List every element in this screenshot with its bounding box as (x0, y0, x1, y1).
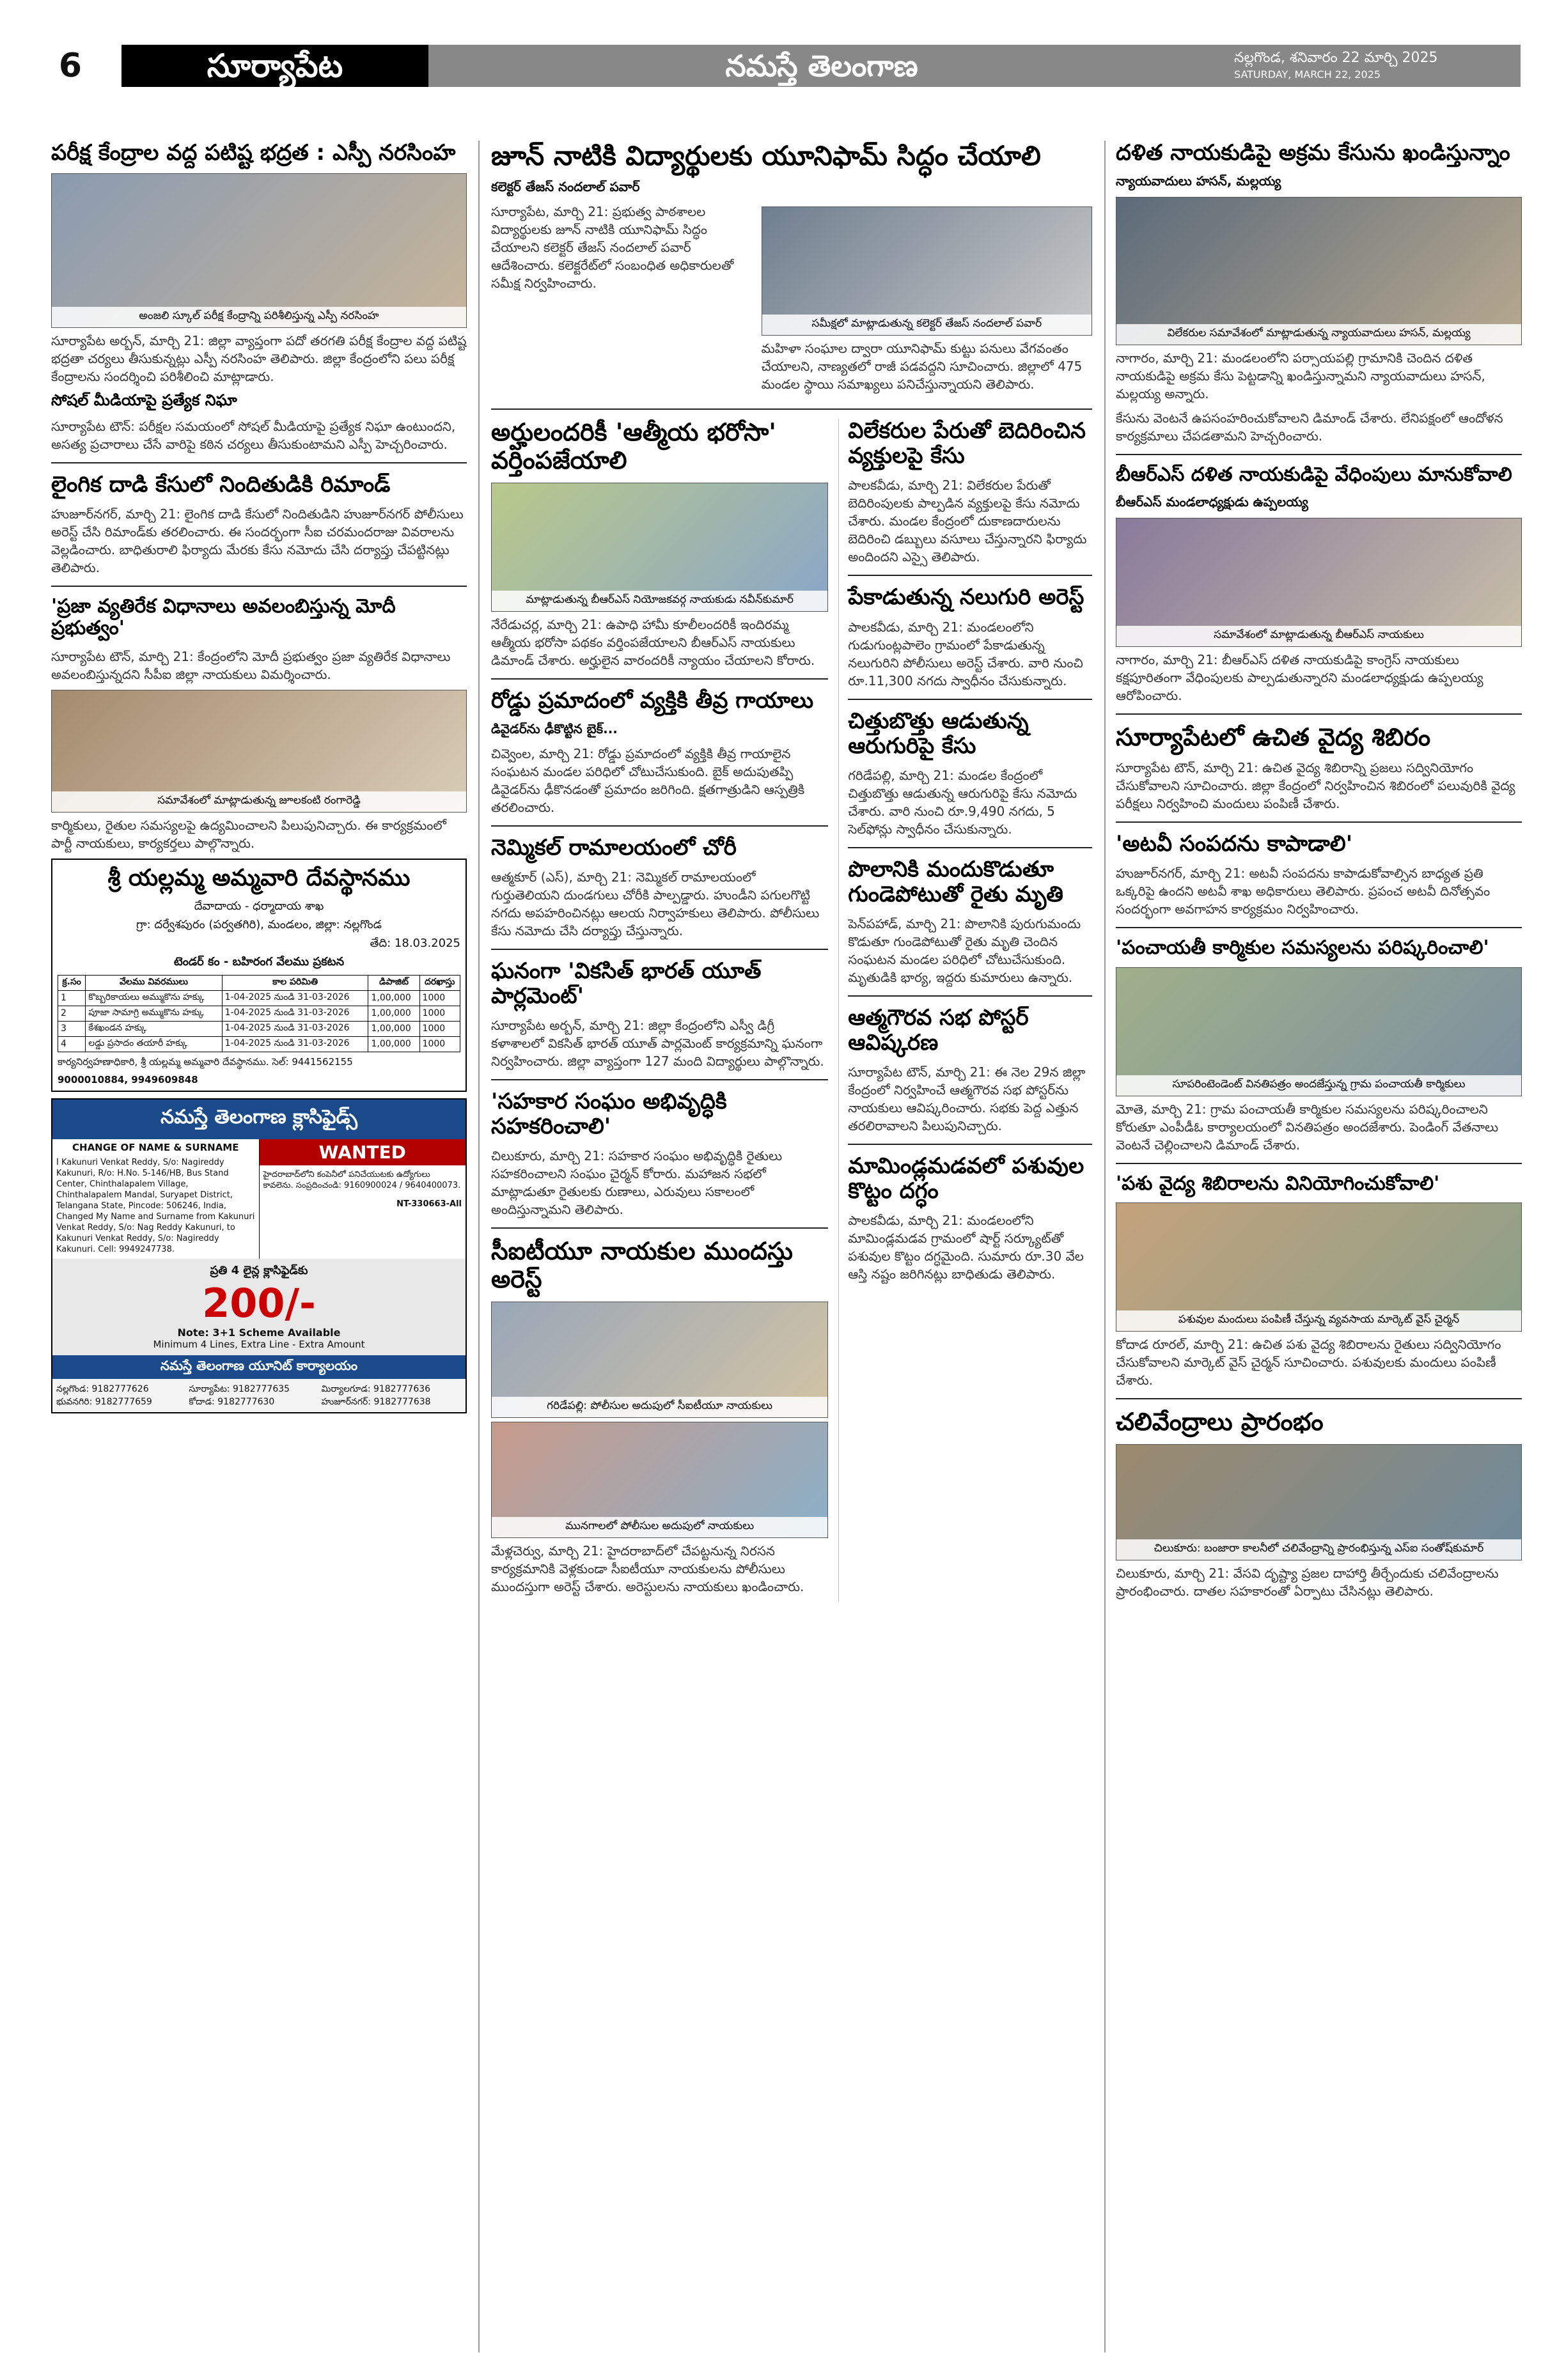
table-cell: పూజా సామాగ్రి అమ్ముకొను హక్కు (86, 1006, 222, 1021)
table-cell: 3 (58, 1021, 86, 1036)
divider (848, 1144, 1092, 1145)
article-body: కోదాడ రూరల్, మార్చి 21: ఉచిత పశు వైద్య శిబిరాలను రైతులు సద్వినియోగం చేసుకోవాలని మార్కెట్ వైస్ చైర్మన్ సూచించారు. పశువులకు మందులు పంపిణీ చేశారు. (1116, 1337, 1501, 1388)
divider (1116, 713, 1522, 715)
news-photo (1116, 518, 1522, 647)
masthead (38, 45, 1521, 87)
news-photo (762, 206, 1092, 336)
headline: 'ప్రజా వ్యతిరేక విధానాలు అవలంబిస్తున్న మోదీ ప్రభుత్వం' (51, 595, 396, 640)
table-cell: 2 (58, 1006, 86, 1021)
photo-caption: మాట్లాడుతున్న బీఆర్‌ఎస్ నియోజకవర్గ నాయకుడు నవీన్‌కుమార్ (492, 591, 827, 611)
article-body: హుజూర్‌నగర్, మార్చి 21: లైంగిక దాడి కేసులో నిందితుడిని హుజూర్‌నగర్ పోలీసులు అరెస్ట్ చేసి రిమాండ్‌కు తరలించారు. ఈ సందర్భంగా సీఐ చరమందరాజు వివరాలను వెల్లడించారు. బాధితురాలి ఫిర్యాదు మేరకు కేసు నమోదు చేసి దర్యాప్తు చేపట్టినట్లు తెలిపారు. (51, 506, 464, 575)
news-photo (51, 173, 467, 328)
table-cell: 1-04-2025 నుండి 31-03-2026 (222, 1006, 368, 1021)
headline: రోడ్డు ప్రమాదంలో వ్యక్తికి తీవ్ర గాయాలు (491, 687, 814, 713)
headline: నెమ్మికల్ రామాలయంలో చోరీ (491, 834, 737, 860)
article-body: పెన్‌పహాడ్, మార్చి 21: పొలానికి పురుగుమందు కొడుతూ గుండెపోటుతో రైతు మృతి చెందిన సంఘటన మండల పరిధిలో చోటుచేసుకుంది. మృతుడికి భార్య, ఇద్దరు కుమారులు ఉన్నారు. (848, 915, 1081, 985)
contact-list (52, 1379, 466, 1412)
headline: 'అటవీ సంపదను కాపాడాలి' (1116, 831, 1353, 857)
photo-caption: సమీక్షలో మాట్లాడుతున్న కలెక్టర్ తేజస్ నందలాల్ పవార్ (762, 315, 1091, 335)
photo-caption: చిలుకూరు: బంజారా కాలనీలో చలివేంద్రాన్ని ప్రారంభిస్తున్న ఎస్ఐ సంతోష్‌కుమార్ (1116, 1539, 1521, 1560)
article-body: చిలుకూరు, మార్చి 21: వేసవి దృష్ట్యా ప్రజల దాహార్తి తీర్చేందుకు చలివేంద్రాలను ప్రారంభించారు. దాతల సహకారంతో ఏర్పాటు చేసినట్లు తెలిపారు. (1116, 1566, 1499, 1599)
headline: పేకాడుతున్న నలుగురి అరెస్ట్ (848, 584, 1084, 611)
photo-caption: పశువుల మందులు పంపిణీ చేస్తున్న వ్యవసాయ మార్కెట్ వైస్ చైర్మన్ (1116, 1311, 1521, 1331)
divider (1116, 454, 1522, 455)
ad-phone: 9000010884, 9949609848 (58, 1073, 198, 1085)
ad-notice: టెండర్ కం - బహిరంగ వేలము ప్రకటన (173, 954, 345, 968)
ad-footer: కార్యనిర్వహణాధికారి, శ్రీ యల్లమ్మ అమ్మవారి దేవస్థానము. సెల్: 9441562155 (58, 1055, 353, 1068)
table-cell: 1,00,000 (368, 1021, 419, 1036)
price-note: Note: 3+1 Scheme Available (177, 1326, 341, 1339)
table-cell: 1-04-2025 నుండి 31-03-2026 (222, 1036, 368, 1052)
ad-subtitle: దేవాదాయ - ధర్మాదాయ శాఖ (194, 899, 324, 913)
table-cell: 1,00,000 (368, 1006, 419, 1021)
divider (848, 575, 1092, 576)
minimum-lines: Minimum 4 Lines, Extra Line - Extra Amount (153, 1338, 365, 1350)
article-body: చిలుకూరు, మార్చి 21: సహకార సంఘం అభివృద్ధికి రైతులు సహకరించాలని సంఘం చైర్మన్ కోరారు. మహాజన సభలో మాట్లాడుతూ రైతులకు రుణాలు, ఎరువులు సకాలంలో అందిస్తున్నామని తెలిపారు. (491, 1148, 783, 1218)
table-header: క్ర.సం (58, 975, 86, 990)
tender-table (58, 975, 460, 1052)
headline: ఆత్మగౌరవ సభ పోస్టర్ ఆవిష్కరణ (848, 1004, 1029, 1056)
column-separator (478, 141, 480, 2353)
table-header: దరఖాస్తు (419, 975, 460, 990)
ad-date: తేది: 18.03.2025 (370, 936, 460, 950)
ad-title: శ్రీ యల్లమ్మ అమ్మవారి దేవస్థానము (107, 864, 411, 891)
table-cell: 1,00,000 (368, 1036, 419, 1052)
headline: చలివేంద్రాలు ప్రారంభం (1116, 1408, 1324, 1436)
divider (51, 462, 467, 463)
name-change-title: CHANGE OF NAME & SURNAME (72, 1141, 239, 1153)
headline: సీఐటీయూ నాయకుల ముందస్తు అరెస్ట్ (491, 1237, 793, 1293)
subheadline: డివైడర్‌ను ఢీకొట్టిన బైక్... (491, 720, 618, 736)
table-cell: 1000 (419, 1036, 460, 1052)
contact-item: సూర్యాపేట: 9182777635 (189, 1383, 290, 1394)
photo-caption: గరిడేపల్లి: పోలీసుల అదుపులో సీఐటీయూ నాయకులు (492, 1397, 827, 1417)
table-row (58, 1036, 460, 1052)
table-cell: 1000 (419, 1021, 460, 1036)
photo-caption: అంజలి స్కూల్ పరీక్ష కేంద్రాన్ని పరిశీలిస్తున్న ఎస్పీ నరసింహ (52, 307, 466, 327)
article-body: పాలకవీడు, మార్చి 21: విలేకరుల పేరుతో బెదిరింపులకు పాల్పడిన వ్యక్తులపై కేసు నమోదు చేశారు. మండల కేంద్రంలో దుకాణదారులను బెదిరించి డబ్బులు వసూలు చేస్తున్నారని ఫిర్యాదు అందిందని ఎస్సై తెలిపారు. (848, 478, 1087, 565)
article-body: మహిళా సంఘాల ద్వారా యూనిఫామ్ కుట్టు పనులు వేగవంతం చేయాలని, నాణ్యతలో రాజీ పడవద్దని సూచించారు. జిల్లాలో 475 మండల స్థాయి సమాఖ్యలు పనిచేస్తున్నాయని తెలిపారు. (761, 341, 1083, 393)
news-photo (491, 1302, 828, 1418)
headline: అర్హులందరికీ 'ఆత్మీయ భరోసా' వర్తింపజేయాలి (491, 418, 776, 474)
headline: ఘనంగా 'వికసిత్ భారత్ యూత్ పార్లమెంట్' (491, 958, 762, 1009)
article-body: సూర్యాపేట, మార్చి 21: ప్రభుత్వ పాఠశాలల విద్యార్థులకు జూన్ నాటికి యూనిఫామ్ సిద్ధం చేయాలని కలెక్టర్ తేజస్ నందలాల్ పవార్ ఆదేశించారు. కలెక్టరేట్‌లో సంబంధిత అధికారులతో సమీక్ష నిర్వహించారు. (491, 204, 734, 292)
headline: 'పంచాయతీ కార్మికుల సమస్యలను పరిష్కరించాలి' (1116, 937, 1489, 960)
divider (1116, 1398, 1522, 1399)
subheadline: సోషల్ మీడియాపై ప్రత్యేక నిఘా (51, 391, 237, 410)
byline: బీఆర్‌ఎస్ మండలాధ్యక్షుడు ఉప్పలయ్య (1116, 494, 1308, 509)
table-row (58, 1021, 460, 1036)
classifieds-header: నమస్తే తెలంగాణ క్లాసిఫైడ్స్ (52, 1100, 466, 1139)
photo-caption: మునగాలలో పోలీసుల అదుపులో నాయకులు (492, 1517, 827, 1537)
contact-header: నమస్తే తెలంగాణ యూనిట్ కార్యాలయం (52, 1355, 466, 1379)
column-separator (1104, 141, 1106, 2353)
table-cell: కేశఖండన హక్కు (86, 1021, 222, 1036)
contact-item: మిర్యాలగూడ: 9182777636 (321, 1383, 431, 1394)
wanted-code: NT-330663-All (396, 1199, 462, 1209)
name-change-notice: I Kakunuri Venkat Reddy, S/o: Nagireddy Kakunuri, R/o: H.No. 5-146/HB, Bus Stand Center, Chinthalapalem Village, Chinthalapalem Mandal, Suryapet District, Telangana State, Pincode: 506246, India, Changed My Name and Surname from Kakunuri Venkat Reddy, S/o: Nag Reddy Kakunuri, to Kakunuri Venkat Reddy, S/o: Nagireddy Kakunuri. Cell: 9949247738. (56, 1157, 255, 1254)
divider (491, 678, 828, 680)
table-cell: 4 (58, 1036, 86, 1052)
news-photo (1116, 1202, 1522, 1332)
temple-tender-ad (51, 859, 467, 1092)
divider (848, 699, 1092, 700)
contact-item: కోదాడ: 9182777630 (189, 1396, 275, 1407)
article-body: మోతె, మార్చి 21: గ్రామ పంచాయతీ కార్మికుల సమస్యలను పరిష్కరించాలని కోరుతూ ఎంపీడీఓ కార్యాలయంలో వినతిపత్రం అందజేశారు. పెండింగ్ వేతనాలు వెంటనే చెల్లించాలని డిమాండ్ చేశారు. (1116, 1101, 1499, 1153)
contact-item: భువనగిరి: 9182777659 (56, 1396, 152, 1407)
table-cell: కొబ్బరికాయలు అమ్ముకొను హక్కు (86, 990, 222, 1006)
article-body: మేళ్లచెర్వు, మార్చి 21: హైదరాబాద్‌లో చేపట్టనున్న నిరసన కార్యక్రమానికి వెళ్లకుండా సీఐటీయూ నాయకులను పోలీసులు ముందస్తుగా అరెస్ట్ చేశారు. అరెస్టులను నాయకులు ఖండించారు. (491, 1543, 804, 1594)
article-body: సూర్యాపేట అర్బన్, మార్చి 21: జిల్లా వ్యాప్తంగా పదో తరగతి పరీక్ష కేంద్రాల వద్ద పటిష్ట భద్రతా చర్యలు తీసుకున్నట్లు ఎస్పీ నరసింహ తెలిపారు. జిల్లా కేంద్రంలోని పలు పరీక్ష కేంద్రాలను సందర్శించి పరిశీలించి మాట్లాడారు. (51, 333, 467, 385)
divider (51, 586, 467, 587)
table-row (58, 1006, 460, 1021)
divider (848, 995, 1092, 997)
table-cell: 1-04-2025 నుండి 31-03-2026 (222, 990, 368, 1006)
column-middle (491, 141, 1092, 1602)
headline: సూర్యాపేటలో ఉచిత వైద్య శిబిరం (1116, 722, 1431, 751)
table-cell: 1-04-2025 నుండి 31-03-2026 (222, 1021, 368, 1036)
table-cell: లడ్డు ప్రసాదం తయారీ హక్కు (86, 1036, 222, 1052)
divider (1116, 927, 1522, 928)
date-english: SATURDAY, MARCH 22, 2025 (1234, 68, 1381, 81)
news-photo (51, 690, 467, 813)
headline: చిత్తుబొత్తు ఆడుతున్న ఆరుగురిపై కేసు (848, 708, 1029, 759)
table-cell: 1000 (419, 990, 460, 1006)
price: 200/- (202, 1279, 316, 1326)
date-telugu: నల్లగొండ, శనివారం 22 మార్చి 2025 (1234, 50, 1438, 66)
article-body: గరిడేపల్లి, మార్చి 21: మండల కేంద్రంలో చిత్తుబొత్తు ఆడుతున్న ఆరుగురిపై కేసు నమోదు చేశారు. వారి నుంచి రూ.9,490 నగదు, 5 సెల్‌ఫోన్లు స్వాధీనం చేసుకున్నారు. (848, 767, 1077, 837)
article-body: కేసును వెంటనే ఉపసంహరించుకోవాలని డిమాండ్ చేశారు. లేనిపక్షంలో ఆందోళన కార్యక్రమాలు చేపడతామని హెచ్చరించారు. (1116, 410, 1503, 444)
headline: 'సహకార సంఘం అభివృద్ధికి సహకరించాలి' (491, 1089, 727, 1140)
headline: దళిత నాయకుడిపై అక్రమ కేసును ఖండిస్తున్నాం (1116, 140, 1510, 166)
article-body: సూర్యాపేట టౌన్: పరీక్షల సమయంలో సోషల్ మీడియాపై ప్రత్యేక నిఘా ఉంటుందని, అసత్య ప్రచారాలు చేసే వారిపై కఠిన చర్యలు తీసుకుంటామని ఎస్పీ హెచ్చరించారు. (51, 418, 456, 452)
headline: మామిండ్లమడవలో పశువుల కొట్టం దగ్ధం (848, 1153, 1084, 1204)
page-number: 6 (58, 47, 82, 85)
headline: జూన్ నాటికి విద్యార్థులకు యూనిఫామ్ సిద్ధం చేయాలి (491, 140, 1041, 171)
photo-caption: విలేకరుల సమావేశంలో మాట్లాడుతున్న న్యాయవాదులు హసన్, మల్లయ్య (1116, 324, 1521, 345)
article-body: నేరేడుచర్ల, మార్చి 21: ఉపాధి హామీ కూలీలందరికీ ఇందిరమ్మ ఆత్మీయ భరోసా పథకం వర్తింపజేయాలని బీఆర్‌ఎస్ నాయకులు డిమాండ్ చేశారు. అర్హులైన వారందరికీ న్యాయం చేయాలని కోరారు. (491, 616, 815, 668)
divider (1116, 821, 1522, 823)
photo-caption: సమావేశంలో మాట్లాడుతున్న బీఆర్‌ఎస్ నాయకులు (1116, 626, 1521, 646)
news-photo (491, 1422, 828, 1538)
article-body: సూర్యాపేట టౌన్, మార్చి 21: ఈ నెల 29న జిల్లా కేంద్రంలో నిర్వహించే ఆత్మగౌరవ సభ పోస్టర్‌ను నాయకులు ఆవిష్కరించారు. సభకు పెద్ద ఎత్తున తరలిరావాలని పిలుపునిచ్చారు. (848, 1064, 1086, 1134)
headline: పొలానికి మందుకొడుతూ గుండెపోటుతో రైతు మృతి (848, 856, 1063, 907)
article-body: హుజూర్‌నగర్, మార్చి 21: అటవీ సంపదను కాపాడుకోవాల్సిన బాధ్యత ప్రతి ఒక్కరిపై ఉందని అటవీ శాఖ అధికారులు తెలిపారు. ప్రపంచ అటవీ దినోత్సవం సందర్భంగా అవగాహన కార్యక్రమం నిర్వహించారు. (1116, 866, 1490, 917)
table-cell: 1 (58, 990, 86, 1006)
news-photo (1116, 197, 1522, 345)
divider (491, 1227, 828, 1229)
table-header: డిపాజిట్ (368, 975, 419, 990)
table-header: వేలము వివరములు (86, 975, 222, 990)
article-body: నాగారం, మార్చి 21: మండలంలోని పర్సాయపల్లి గ్రామానికి చెందిన దళిత నాయకుడిపై అక్రమ కేసు పెట్టడాన్ని ఖండిస్తున్నామని న్యాయవాదులు హసన్, మల్లయ్య అన్నారు. (1116, 350, 1485, 402)
divider (1116, 1163, 1522, 1164)
article-body: సూర్యాపేట టౌన్, మార్చి 21: ఉచిత వైద్య శిబిరాన్ని ప్రజలు సద్వినియోగం చేసుకోవాలని సూచించారు. జిల్లా కేంద్రంలో నిర్వహించిన శిబిరంలో పలువురికి వైద్య పరీక్షలు నిర్వహించి మందులు పంపిణీ చేశారు. (1116, 760, 1515, 812)
photo-caption: సూపరింటెండెంట్ వినతిపత్రం అందజేస్తున్న గ్రామ పంచాయతీ కార్మికులు (1116, 1075, 1521, 1096)
table-row (58, 990, 460, 1006)
divider (491, 1079, 828, 1080)
price-label: ప్రతి 4 లైన్ల క్లాసిఫైడ్‌కు (210, 1263, 308, 1277)
ad-location: గ్రా: దర్వేశపురం (పర్వతగిరి), మండలం, జిల్లా: నల్లగొండ (136, 917, 382, 931)
article-body: నాగారం, మార్చి 21: బీఆర్‌ఎస్ దళిత నాయకుడిపై కాంగ్రెస్ నాయకులు కక్షపూరితంగా వేధింపులకు పాల్పడుతున్నారని మండలాధ్యక్షుడు ఉప్పలయ్య ఆరోపించారు. (1116, 651, 1483, 703)
news-photo (1116, 1444, 1522, 1560)
article-body: సూర్యాపేట టౌన్, మార్చి 21: కేంద్రంలోని మోదీ ప్రభుత్వం ప్రజా వ్యతిరేక విధానాలు అవలంబిస్తున్నదని సీపీఐ జిల్లా నాయకులు విమర్శించారు. (51, 648, 451, 682)
byline: న్యాయవాదులు హసన్, మల్లయ్య (1116, 173, 1281, 189)
table-header: కాల పరిమితి (222, 975, 368, 990)
news-photo (491, 483, 828, 612)
article-body: ఆత్మకూర్ (ఎస్), మార్చి 21: నెమ్మికల్ రామాలయంలో గుర్తుతెలియని దుండగులు చోరీకి పాల్పడ్డారు. హుండీని పగులగొట్టి నగదు అపహరించినట్లు ఆలయ నిర్వాహకులు తెలిపారు. పోలీసులు కేసు నమోదు చేసి దర్యాప్తు చేస్తున్నారు. (491, 869, 820, 938)
news-photo (1116, 967, 1522, 1096)
article-body: పాలకవీడు, మార్చి 21: మండలంలోని గుడుగుంట్లపాలెం గ్రామంలో పేకాడుతున్న నలుగురిని పోలీసులు అరెస్ట్ చేశారు. వారి నుంచి రూ.11,300 నగదు స్వాధీనం చేసుకున్నారు. (848, 619, 1083, 688)
contact-item: హుజూర్‌నగర్: 9182777638 (321, 1396, 431, 1407)
classifieds-ad (51, 1098, 467, 1413)
divider (848, 847, 1092, 848)
headline: 'పశు వైద్య శిబిరాలను వినియోగించుకోవాలి' (1116, 1172, 1440, 1195)
district-title: సూర్యాపేట (121, 45, 428, 87)
photo-caption: సమావేశంలో మాట్లాడుతున్న జూలకంటి రంగారెడ్డి (52, 791, 466, 812)
table-cell: 1,00,000 (368, 990, 419, 1006)
divider (491, 408, 1092, 410)
headline: విలేకరుల పేరుతో బెదిరించిన వ్యక్తులపై కేసు (848, 418, 1086, 469)
divider (491, 825, 828, 827)
table-cell: 1000 (419, 1006, 460, 1021)
contact-item: నల్లగొండ: 9182777626 (56, 1383, 149, 1394)
wanted-banner: WANTED (260, 1139, 466, 1165)
headline: పరీక్ష కేంద్రాల వద్ద పటిష్ట భద్రత : ఎస్పీ నరసింహ (51, 140, 456, 166)
article-body: కార్మికులు, రైతుల సమస్యలపై ఉద్యమించాలని పిలుపునిచ్చారు. ఈ కార్యక్రమంలో పార్టీ నాయకులు, కార్యకర్తలు పాల్గొన్నారు. (51, 817, 446, 851)
byline: కలెక్టర్ తేజస్ నందలాల్ పవార్ (491, 179, 640, 195)
newspaper-brand: నమస్తే తెలంగాణ (428, 45, 1215, 87)
column-right (1116, 141, 1522, 1606)
wanted-text: హైదరాబాద్‌లోని కంపెనీలో పనిచేయుటకు ఉద్యోగులు కావలెను. సంప్రదించండి: 9160900024 / 9640400073. (263, 1169, 461, 1190)
divider (491, 949, 828, 950)
dateline (1215, 45, 1521, 87)
article-body: చివ్వెంల, మార్చి 21: రోడ్డు ప్రమాదంలో వ్యక్తికి తీవ్ర గాయాలైన సంఘటన మండల పరిధిలో చోటుచేసుకుంది. బైక్ అదుపుతప్పి డివైడర్‌ను ఢీకొనడంతో ప్రమాదం జరిగింది. క్షతగాత్రుడిని ఆస్పత్రికి తరలించారు. (491, 745, 805, 815)
column-left (51, 141, 467, 1420)
price-box (52, 1259, 466, 1355)
article-body: సూర్యాపేట అర్బన్, మార్చి 21: జిల్లా కేంద్రంలోని ఎస్వీ డిగ్రీ కళాశాలలో వికసిత్ భారత్ యూత్ పార్లమెంట్ కార్యక్రమాన్ని ఘనంగా నిర్వహించారు. జిల్లా వ్యాప్తంగా 127 మంది విద్యార్థులు పాల్గొన్నారు. (491, 1018, 824, 1069)
headline: బీఆర్‌ఎస్ దళిత నాయకుడిపై వేధింపులు మానుకోవాలి (1116, 463, 1512, 486)
article-body: పాలకవీడు, మార్చి 21: మండలంలోని మామిండ్లమడవ గ్రామంలో షార్ట్ సర్క్యూట్‌తో పశువుల కొట్టం దగ్ధమైంది. సుమారు రూ.30 వేల ఆస్తి నష్టం జరిగినట్లు బాధితుడు తెలిపారు. (848, 1213, 1084, 1282)
headline: లైంగిక దాడి కేసులో నిందితుడికి రిమాండ్ (51, 471, 391, 497)
